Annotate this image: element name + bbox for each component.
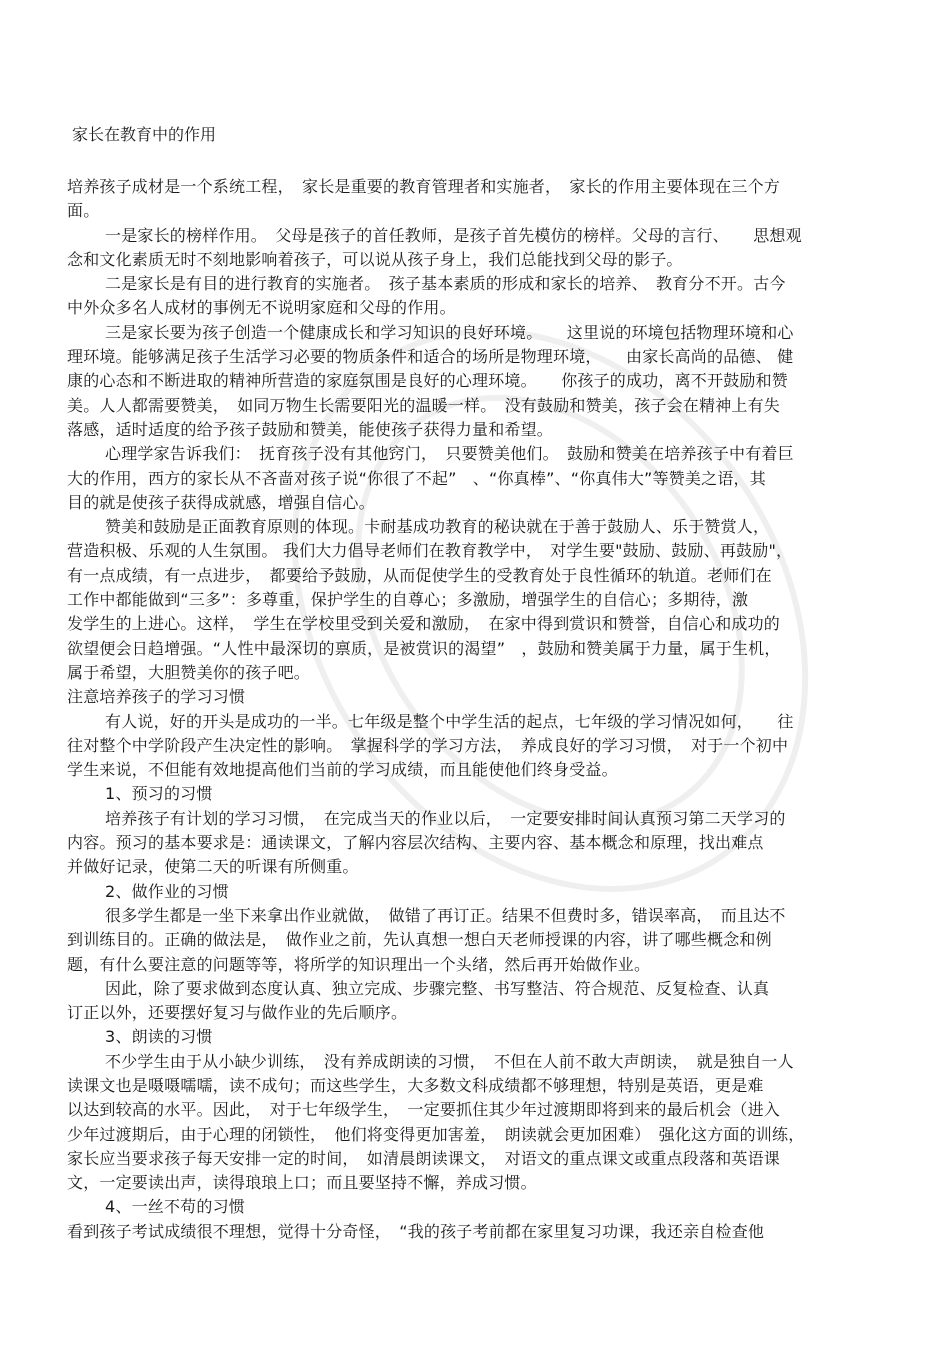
- text-line: 4、一丝不苟的习惯: [105, 1197, 245, 1217]
- text-line: 以达到较高的水平。因此， 对于七年级学生， 一定要抓住其少年过渡期即将到来的最后机会（进入: [67, 1100, 781, 1120]
- text-line: 赞美和鼓励是正面教育原则的体现。卡耐基成功教育的秘诀就在于善于鼓励人、乐于赞赏人，: [105, 517, 770, 537]
- text-line: 注意培养孩子的学习习惯: [67, 687, 246, 707]
- text-line: 有一点成绩，有一点进步， 都要给予鼓励，从而促使学生的受教育处于良性循环的轨道。老师们在: [67, 565, 772, 585]
- text-line: 发学生的上进心。这样， 学生在学校里受到关爱和激励， 在家中得到赏识和赞誉，自信心和成功的: [67, 614, 781, 634]
- text-line: 理环境。能够满足孩子生活学习必要的物质条件和适合的场所是物理环境， 由家长高尚的品德、 健: [67, 347, 794, 367]
- text-line: 中外众多名人成材的事例无不说明家庭和父母的作用。: [67, 298, 456, 318]
- text-line: 很多学生都是一坐下来拿出作业就做， 做错了再订正。结果不但费时多，错误率高， 而且达不: [105, 905, 786, 925]
- text-line: 美。人人都需要赞美， 如同万物生长需要阳光的温暖一样。 没有鼓励和赞美，孩子会在精神上有失: [67, 395, 781, 415]
- text-line: 心理学家告诉我们： 抚育孩子没有其他窍门， 只要赞美他们。 鼓励和赞美在培养孩子中有着巨: [105, 444, 794, 464]
- text-line: 家长应当要求孩子每天安排一定的时间， 如清晨朗读课文， 对语文的重点课文或重点段落和英语课: [67, 1148, 781, 1168]
- text-line: 培养孩子成材是一个系统工程， 家长是重要的教育管理者和实施者， 家长的作用主要体现在三个方: [67, 177, 781, 196]
- text-line: 并做好记录，使第二天的听课有所侧重。: [67, 857, 359, 877]
- text-line: 往对整个中学阶段产生决定性的影响。 掌握科学的学习方法， 养成良好的学习习惯， 对于一个初中: [67, 735, 789, 755]
- text-line: 题，有什么要注意的问题等等，将所学的知识理出一个头绪，然后再开始做作业。: [67, 954, 651, 974]
- text-line: 三是家长要为孩子创造一个健康成长和学习知识的良好环境。 这里说的环境包括物理环境和心: [105, 322, 794, 342]
- text-line: 培养孩子有计划的学习习惯， 在完成当天的作业以后， 一定要安排时间认真预习第二天学习的: [105, 808, 786, 828]
- text-line: 少年过渡期后，由于心理的闭锁性， 他们将变得更加害羞， 朗读就会更加困难） 强化这方面的训练，: [67, 1124, 805, 1144]
- text-line: 看到孩子考试成绩很不理想，觉得十分奇怪， “我的孩子考前都在家里复习功课，我还亲自检查他: [67, 1221, 765, 1241]
- text-line: 念和文化素质无时不刻地影响着孩子，可以说从孩子身上，我们总能找到父母的影子。: [67, 249, 683, 269]
- text-line: 文，一定要读出声，读得琅琅上口；而且要坚持不懈，养成习惯。: [67, 1173, 537, 1193]
- text-line: 二是家长是有目的进行教育的实施者。 孩子基本素质的形成和家长的培养、 教育分不开。古今: [105, 274, 786, 294]
- text-line: 属于希望，大胆赞美你的孩子吧。: [67, 662, 311, 682]
- text-line: 2、做作业的习惯: [105, 881, 229, 901]
- text-line: 因此，除了要求做到态度认真、独立完成、步骤完整、书写整洁、符合规范、反复检查、认真: [105, 978, 770, 998]
- text-line: 欲望便会日趋增强。“人性中最深切的禀质，是被赏识的渴望” ，鼓励和赞美属于力量，属于生机，: [67, 638, 781, 658]
- text-line: 落感，适时适度的给予孩子鼓励和赞美，能使孩子获得力量和希望。: [67, 419, 554, 439]
- document-title: 家长在教育中的作用: [72, 125, 217, 144]
- text-line: 有人说，好的开头是成功的一半。七年级是整个中学生活的起点，七年级的学习情况如何， 往: [105, 711, 794, 731]
- text-line: 一是家长的榜样作用。 父母是孩子的首任教师，是孩子首先模仿的榜样。父母的言行、 思想观: [105, 225, 802, 245]
- text-line: 1、预习的习惯: [105, 784, 213, 804]
- text-line: 订正以外，还要摆好复习与做作业的先后顺序。: [67, 1003, 408, 1023]
- document-body: [67, 175, 887, 1244]
- text-line: 3、朗读的习惯: [105, 1027, 213, 1047]
- text-line: 不少学生由于从小缺少训练， 没有养成朗读的习惯， 不但在人前不敢大声朗读， 就是独自一人: [105, 1051, 794, 1071]
- text-line: 到训练目的。正确的做法是， 做作业之前，先认真想一想白天老师授课的内容，讲了哪些概念和例: [67, 930, 772, 950]
- text-line: 读课文也是嗫嗫嚅嚅，读不成句；而这些学生，大多数文科成绩都不够理想，特别是英语，更是难: [67, 1075, 764, 1095]
- text-line: 目的就是使孩子获得成就感，增强自信心。: [67, 492, 375, 512]
- text-line: 营造积极、乐观的人生氛围。 我们大力倡导老师们在教育教学中， 对学生要"鼓励、鼓励、再鼓励"，: [67, 541, 793, 561]
- text-line: 康的心态和不断进取的精神所营造的家庭氛围是良好的心理环境。 你孩子的成功，离不开鼓励和赞: [67, 371, 789, 391]
- text-line: 面。: [67, 201, 100, 221]
- text-line: 学生来说，不但能有效地提高他们当前的学习成绩，而且能使他们终身受益。: [67, 760, 618, 780]
- text-line: 工作中都能做到“三多”：多尊重，保护学生的自尊心；多激励，增强学生的自信心；多期待，激: [67, 590, 749, 610]
- text-line: 内容。预习的基本要求是：通读课文，了解内容层次结构、主要内容、基本概念和原理，找出难点: [67, 833, 764, 853]
- text-line: 大的作用，西方的家长从不吝啬对孩子说“你很了不起” 、“你真棒”、“你真伟大”等赞美之语，其: [67, 468, 766, 488]
